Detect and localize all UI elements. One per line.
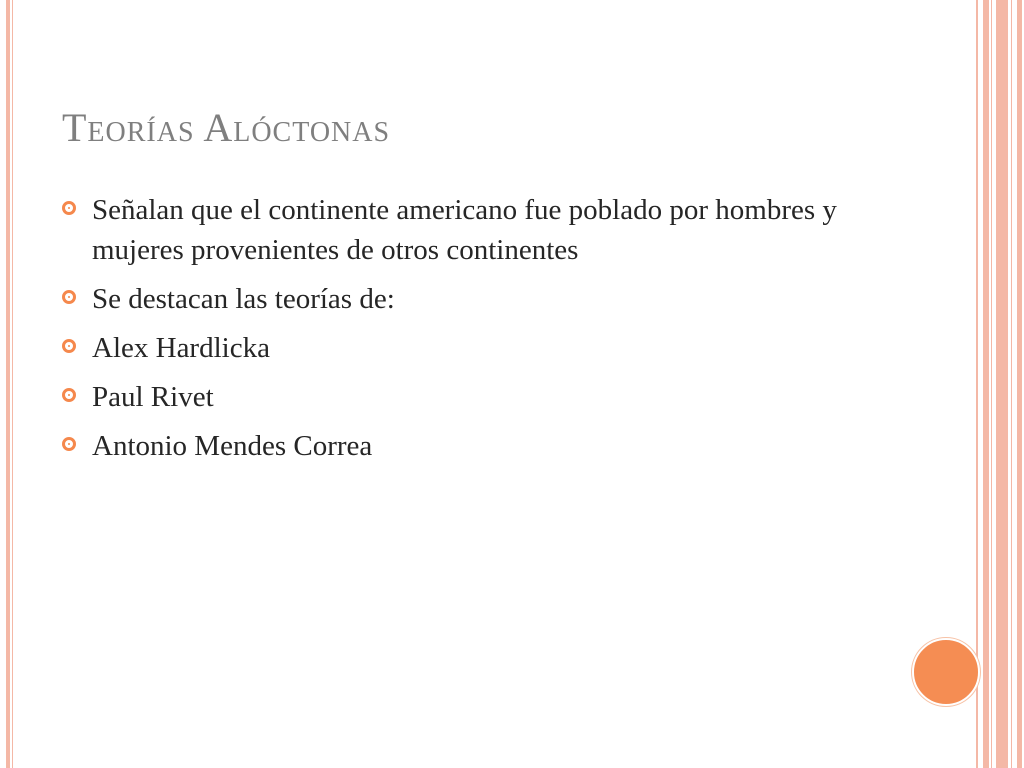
slide-title: Teorías Alóctonas — [62, 105, 391, 150]
decorative-stripe — [1017, 0, 1022, 768]
decorative-stripe — [991, 0, 992, 768]
decorative-stripe — [983, 0, 989, 768]
circle-bullet-icon — [62, 290, 76, 304]
bullet-text: Señalan que el continente americano fue poblado por hombres y mujeres provenientes de otros continentes — [92, 194, 837, 266]
decorative-stripe — [1011, 0, 1012, 768]
decorative-stripe — [12, 0, 13, 768]
decorative-circle — [912, 638, 980, 706]
circle-bullet-icon — [62, 437, 76, 451]
circle-bullet-icon — [62, 388, 76, 402]
list-item — [62, 279, 912, 319]
list-item — [62, 328, 912, 368]
circle-bullet-icon — [62, 339, 76, 353]
bullet-text: Alex Hardlicka — [92, 332, 270, 364]
bullet-text: Se destacan las teorías de: — [92, 283, 395, 315]
list-item — [62, 377, 912, 417]
decorative-stripe — [6, 0, 10, 768]
bullet-text: Antonio Mendes Correa — [92, 430, 373, 462]
bullet-text: Paul Rivet — [92, 381, 214, 413]
decorative-stripe — [976, 0, 978, 768]
bullet-list — [62, 190, 912, 475]
decorative-stripe — [996, 0, 1008, 768]
list-item — [62, 190, 912, 270]
circle-bullet-icon — [62, 201, 76, 215]
list-item — [62, 426, 912, 466]
